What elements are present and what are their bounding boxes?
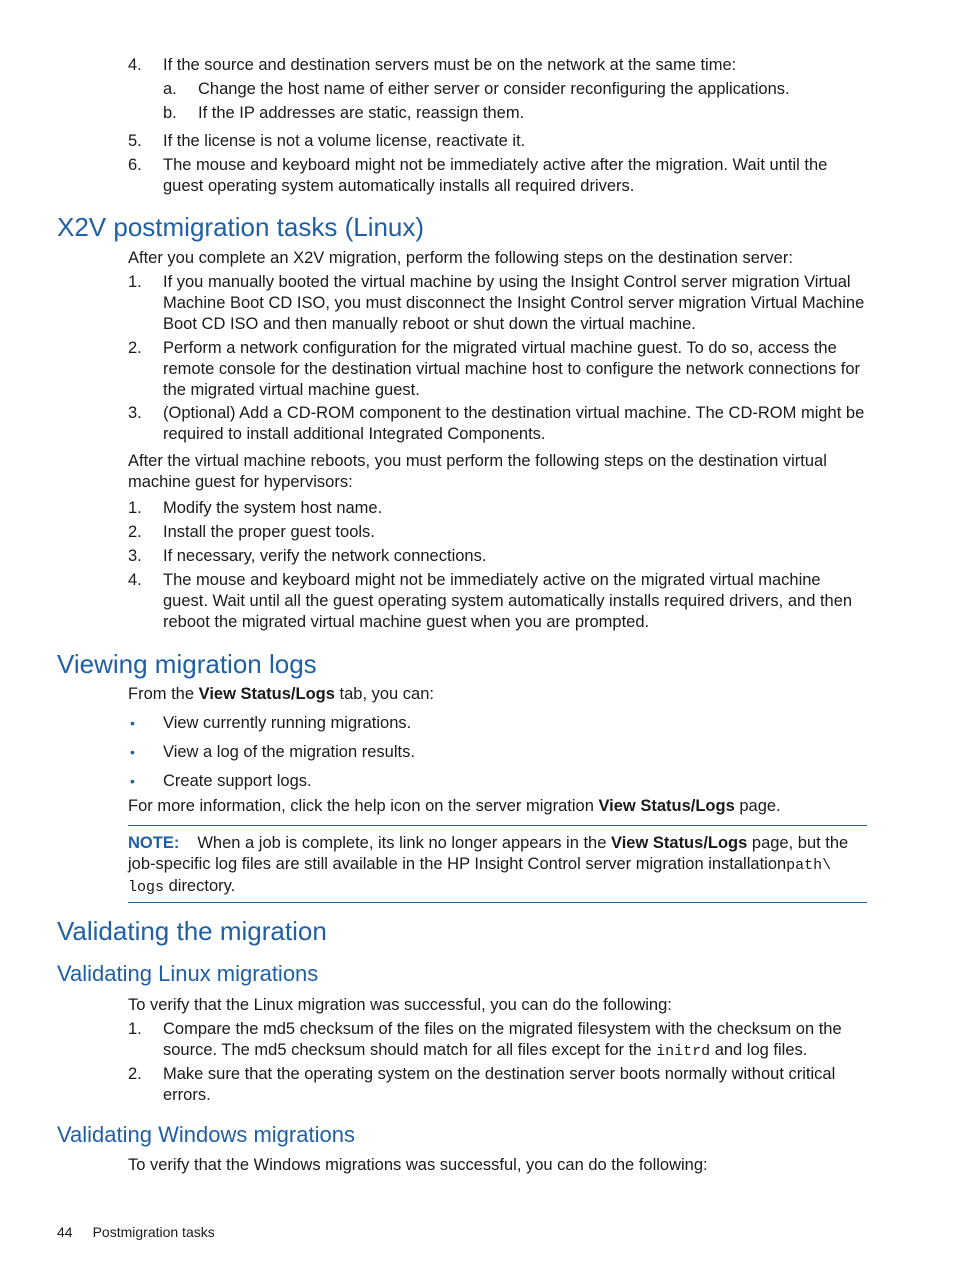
ui-term: View Status/Logs [611,834,748,852]
ui-term: View Status/Logs [598,797,735,815]
page-footer [57,1222,235,1243]
paragraph: For more information, click the help icon on the server migration View Status/Logs page. [128,797,781,815]
page-number: 44 [57,1224,73,1240]
subsection-heading-windows: Validating Windows migrations [57,1122,355,1147]
bullet-icon: • [130,715,135,731]
code-path: path\ [786,857,832,874]
paragraph: From the View Status/Logs tab, you can: [128,685,434,703]
section-heading-validating: Validating the migration [57,916,327,946]
paragraph: To verify that the Linux migration was successful, you can do the following: [128,996,672,1014]
paragraph: After the virtual machine reboots, you must perform the following steps on the destination virtual machine guest for hypervisors: [128,452,827,491]
note-text: NOTE: When a job is complete, its link no longer appears in the View Status/Logs page, but the job-specific log files are still available in the HP Insight Control server migration installationpath\ logs directory. [128,834,849,896]
ui-term: View Status/Logs [198,685,335,703]
code-term: initrd [656,1043,711,1060]
bullet-icon: • [130,773,135,789]
code-path: logs [128,879,165,896]
subsection-heading-linux: Validating Linux migrations [57,961,319,986]
document-page: 4. If the source and destination servers must be on the network at the same time: a. Change the host name of either server or consider reconfiguring the applications. b. If the IP addresses are static, reassign them. 5. If the license is not a volume license, reactivate it. 6. The mouse and keyboard might not be immediately active after the migration. Wait until the guest operating system automatically installs all required drivers. X2V postmigration tasks (Linux) After you complete an X2V migration, perform the following steps on the destination server: 1. If you manually booted the virtual machine by using the Insight Control server migration Virtual Machine Boot CD ISO, you must disconnect the Insight Control server migration Virtual Machine Boot CD ISO and then manually reboot or shut down the virtual machine. 2. Perform a network configuration for the migrated virtual machine guest. To do so, access the remote console for the destination virtual machine host to configure the network connections for the migrated virtual machine guest. 3. (Optional) Add a CD-ROM component to the destination virtual machine. The CD-ROM might be required to install additional Integrated Components. After the virtual machine reboots, you must perform the following steps on the destination virtual machine guest for hypervisors: 1. Modify the system host name. 2. Install the proper guest tools. 3. If necessary, verify the network connections. 4. The mouse and keyboard might not be immediately active on the migrated virtual machine guest. Wait until all the guest operating system automatically installs required drivers, and then reboot the migrated virtual machine guest when you are prompted. Viewing migration logs From the View Status/Logs tab, you can: • View currently running migrations. • View a log of the migration results. • Create support logs. For more information, click the help icon on the server migration View Status/Logs page. NOTE: When a job is complete, its link no longer appears in the View Status/Logs page, but the job-specific log files are still available in the HP Insight Control server migration installationpath\ logs directory. Validating the migration Validating Linux migrations To verify that the Linux migration was successful, you can do the following: 1. Compare the md5 checksum of the files on the migrated filesystem with the checksum on the source. The md5 checksum should match for all files except for the initrd and log files. 2. Make sure that the operating system on the destination server boots normally without critical errors. Validating Windows migrations To verify that the Windows migrations was successful, you can do the following: 44 Postmigration tasks [0,0,954,1271]
section-heading-logs: Viewing migration logs [57,649,317,679]
footer-section-title: Postmigration tasks [92,1224,215,1240]
section-heading-x2v: X2V postmigration tasks (Linux) [57,212,425,242]
note-box [128,825,867,903]
paragraph: To verify that the Windows migrations was successful, you can do the following: [128,1156,708,1174]
note-label: NOTE: [128,834,180,852]
bullet-icon: • [130,744,135,760]
paragraph: After you complete an X2V migration, perform the following steps on the destination server: [128,249,793,267]
